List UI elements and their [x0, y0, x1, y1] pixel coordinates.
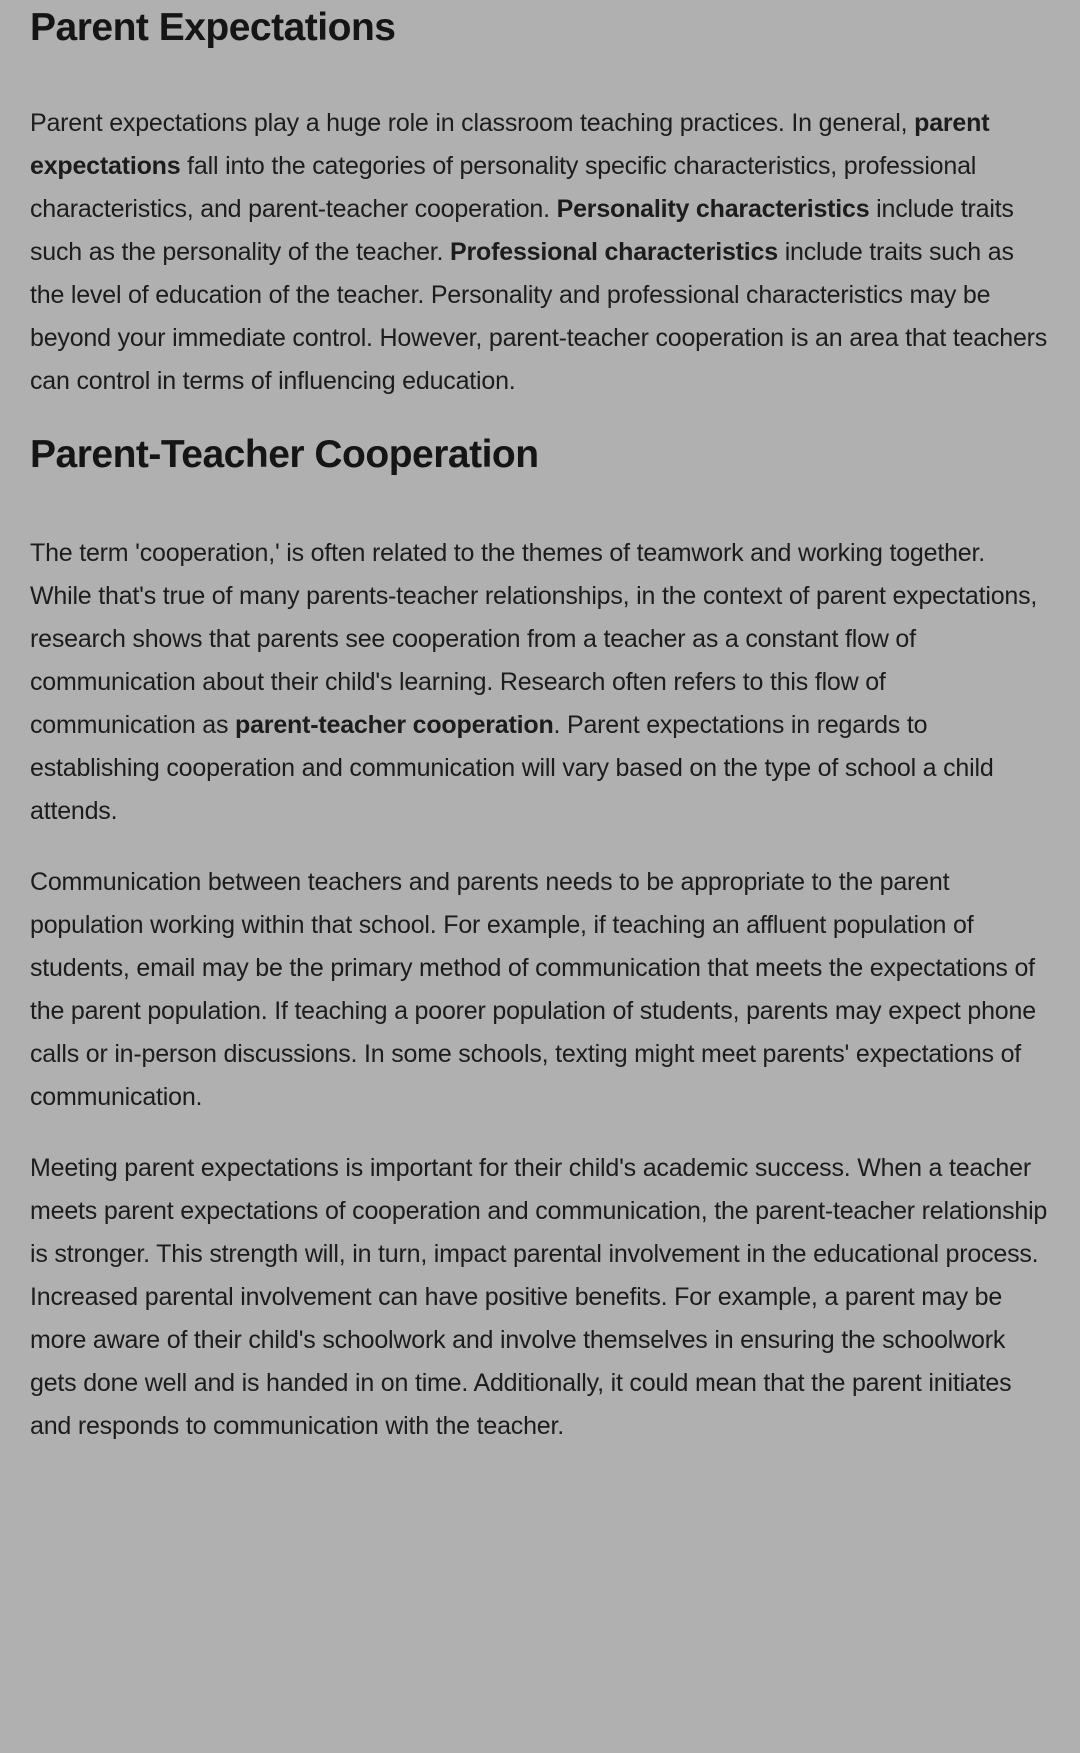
key-term: parent expectations — [30, 109, 990, 180]
text-segment: Parent expectations play a huge role in classroom teaching practices. In general, — [30, 109, 915, 137]
section-heading-parent-expectations: Parent Expectations — [30, 6, 396, 49]
body-paragraph — [30, 532, 1050, 833]
text-segment: include traits such as the level of education of the teacher. Personality and professional characteristics may be beyond your immediate control. However, parent-teacher cooperation is an area that teachers can control in terms of influencing education. — [30, 238, 1048, 395]
key-term: Professional characteristics — [450, 238, 778, 266]
body-paragraph — [30, 102, 1050, 403]
text-segment: Communication between teachers and parents needs to be appropriate to the parent population working within that school. For example, if teaching an affluent population of students, email may be the primary method of communication that meets the expectations of the parent population. If teaching a poorer population of students, parents may expect phone calls or in-person discussions. In some schools, texting might meet parents' expectations of communication. — [30, 868, 1036, 1111]
key-term: parent-teacher cooperation — [235, 711, 554, 739]
lesson-article — [30, 4, 1050, 1448]
text-segment: Meeting parent expectations is important for their child's academic success. When a teacher meets parent expectations of cooperation and communication, the parent-teacher relationship is stronger. This strength will, in turn, impact parental involvement in the educational process. Increased parental involvement can have positive benefits. For example, a parent may be more aware of their child's schoolwork and involve themselves in ensuring the schoolwork gets done well and is handed in on time. Additionally, it could mean that the parent initiates and responds to communication with the teacher. — [30, 1154, 1048, 1440]
body-paragraph — [30, 861, 1050, 1119]
text-segment: The term 'cooperation,' is often related to the themes of teamwork and working together. While that's true of many parents-teacher relationships, in the context of parent expectations, research shows that parents see cooperation from a teacher as a constant flow of communication about their child's learning. Research often refers to this flow of communication as — [30, 539, 1038, 739]
text-segment: . Parent expectations in regards to establishing cooperation and communication will vary based on the type of school a child attends. — [30, 711, 994, 825]
section-heading-parent-teacher-cooperation: Parent-Teacher Cooperation — [30, 433, 539, 476]
body-paragraph — [30, 1147, 1050, 1448]
key-term: Personality characteristics — [556, 195, 870, 223]
text-segment: include traits such as the personality of the teacher. — [30, 195, 1014, 266]
text-segment: fall into the categories of personality specific characteristics, professional characteristics, and parent-teacher cooperation. — [30, 152, 977, 223]
